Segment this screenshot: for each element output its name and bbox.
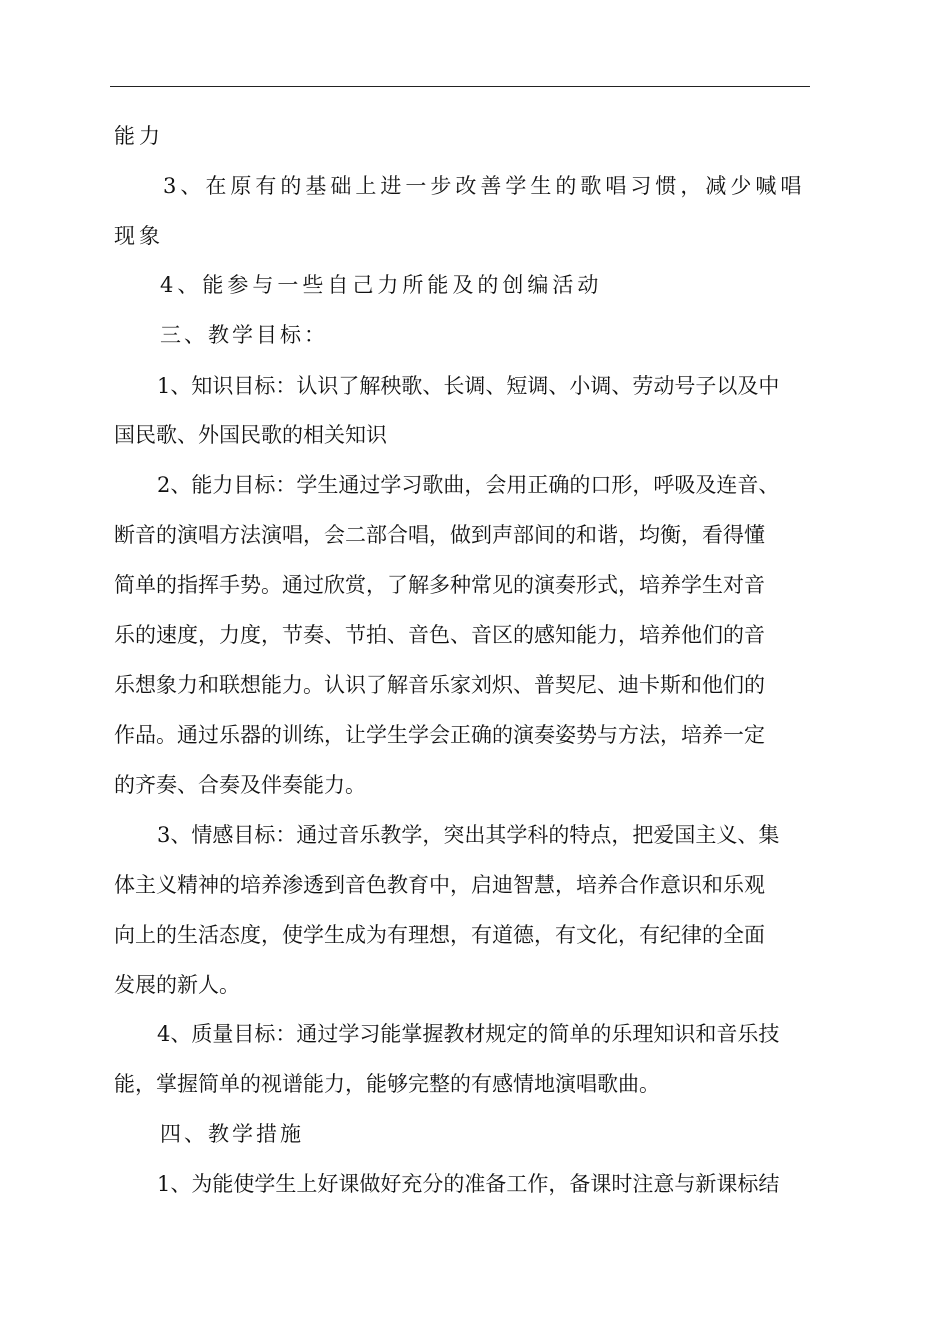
text-line: 作品。通过乐器的训练，让学生学会正确的演奏姿势与方法，培养一定 <box>114 723 765 747</box>
text-line: 4、能参与一些自己力所能及的创编活动 <box>160 273 603 297</box>
text-line: 1、知识目标：认识了解秧歌、长调、短调、小调、劳动号子以及中 <box>157 374 780 398</box>
text-line: 向上的生活态度，使学生成为有理想，有道德，有文化，有纪律的全面 <box>114 923 765 947</box>
section-heading: 四、教学措施 <box>160 1122 304 1146</box>
text-line: 2、能力目标：学生通过学习歌曲，会用正确的口形，呼吸及连音、 <box>157 473 780 497</box>
text-line: 现象 <box>114 224 164 248</box>
text-line: 4、质量目标：通过学习能掌握教材规定的简单的乐理知识和音乐技 <box>157 1022 780 1046</box>
header-divider <box>110 86 810 87</box>
text-line: 国民歌、外国民歌的相关知识 <box>114 423 387 447</box>
text-line: 乐的速度，力度，节奏、节拍、音色、音区的感知能力，培养他们的音 <box>114 623 765 647</box>
section-heading: 三、教学目标： <box>160 323 328 347</box>
text-line: 能，掌握简单的视谱能力，能够完整的有感情地演唱歌曲。 <box>114 1072 660 1096</box>
text-line: 发展的新人。 <box>114 973 240 997</box>
text-line: 能力 <box>114 124 164 148</box>
text-line: 3、在原有的基础上进一步改善学生的歌唱习惯，减少喊唱 <box>163 174 806 198</box>
text-line: 1、为能使学生上好课做好充分的准备工作，备课时注意与新课标结 <box>157 1172 780 1196</box>
text-line: 简单的指挥手势。通过欣赏，了解多种常见的演奏形式，培养学生对音 <box>114 573 765 597</box>
text-line: 的齐奏、合奏及伴奏能力。 <box>114 773 366 797</box>
text-line: 体主义精神的培养渗透到音色教育中，启迪智慧，培养合作意识和乐观 <box>114 873 765 897</box>
text-line: 3、情感目标：通过音乐教学，突出其学科的特点，把爱国主义、集 <box>157 823 780 847</box>
text-line: 乐想象力和联想能力。认识了解音乐家刘炽、普契尼、迪卡斯和他们的 <box>114 673 765 697</box>
text-line: 断音的演唱方法演唱，会二部合唱，做到声部间的和谐，均衡，看得懂 <box>114 523 765 547</box>
